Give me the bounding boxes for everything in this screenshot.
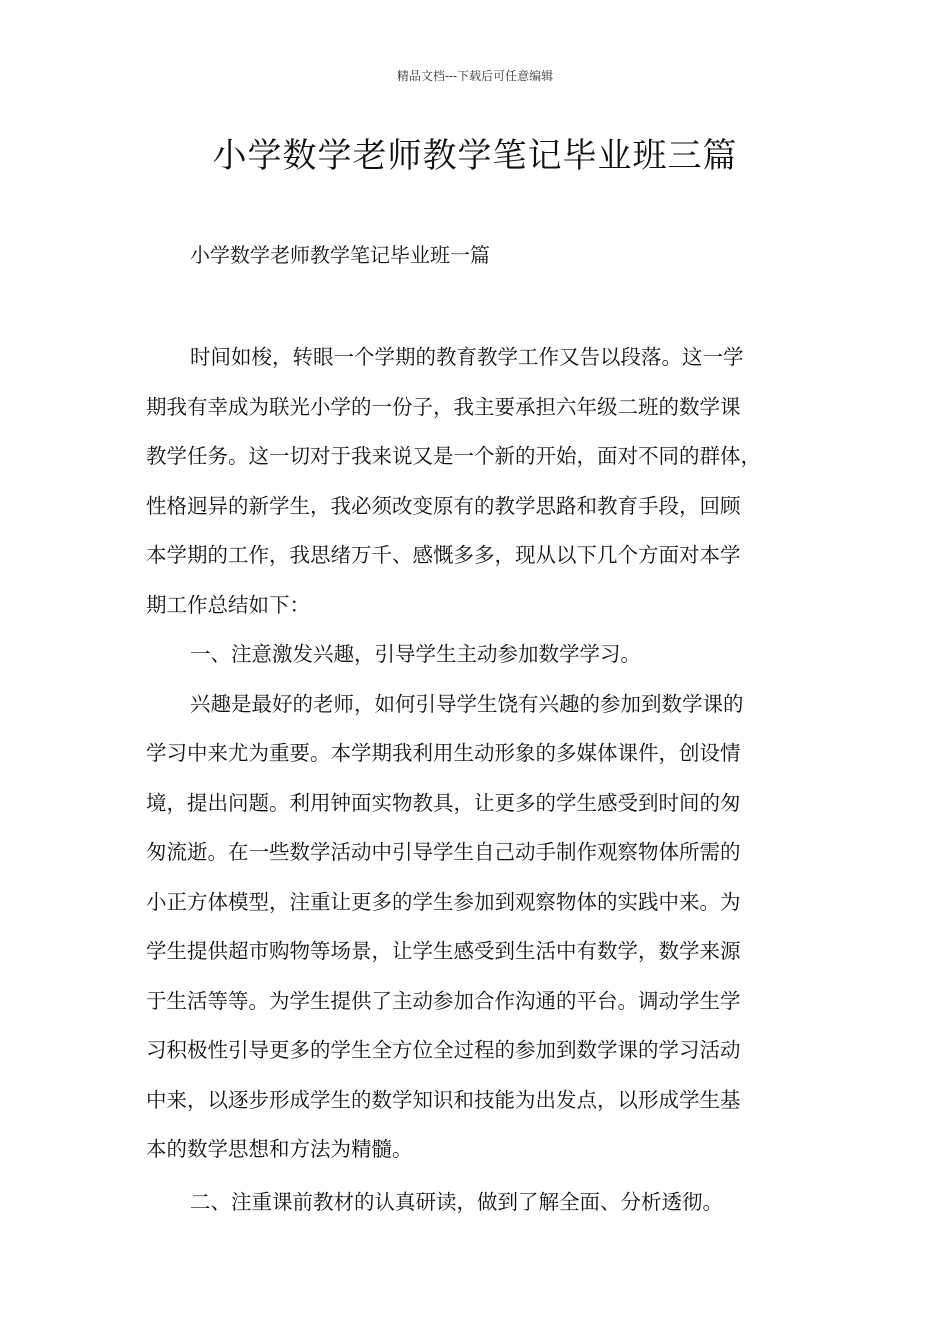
body-line: 学习中来尤为重要。本学期我利用生动形象的多媒体课件，创设情 [146, 741, 741, 765]
document-title: 小学数学老师教学笔记毕业班三篇 [212, 136, 738, 176]
section-heading: 二、注重课前教材的认真研读，做到了解全面、分析透彻。 [190, 1189, 723, 1214]
body-line: 性格迥异的新学生，我必须改变原有的教学思路和教育手段，回顾 [146, 493, 741, 518]
body-line: 小正方体模型，注重让更多的学生参加到观察物体的实践中来。为 [146, 889, 741, 914]
body-line: 习积极性引导更多的学生全方位全过程的参加到数学课的学习活动 [146, 1038, 741, 1062]
body-line: 期工作总结如下： [146, 592, 310, 617]
body-line: 匆流逝。在一些数学活动中引导学生自己动手制作观察物体所需的 [146, 840, 741, 864]
body-line: 于生活等等。为学生提供了主动参加合作沟通的平台。调动学生学 [146, 988, 741, 1013]
body-line: 境，提出问题。利用钟面实物教具，让更多的学生感受到时间的匆 [146, 790, 741, 815]
body-line: 兴趣是最好的老师，如何引导学生饶有兴趣的参加到数学课的 [190, 691, 744, 716]
body-line: 教学任务。这一切对于我来说又是一个新的开始，面对不同的群体， [146, 444, 761, 468]
document-body [146, 333, 808, 1227]
body-line: 中来，以逐步形成学生的数学知识和技能为出发点，以形成学生基 [146, 1087, 741, 1112]
body-line: 本学期的工作，我思绪万千、感慨多多，现从以下几个方面对本学 [146, 543, 741, 567]
section-subtitle: 小学数学老师教学笔记毕业班一篇 [190, 243, 490, 267]
header-note: 精品文档---下载后可任意编辑 [396, 69, 554, 83]
body-line: 时间如梭，转眼一个学期的教育教学工作又告以段落。这一学 [190, 345, 744, 369]
section-heading: 一、注意激发兴趣，引导学生主动参加数学学习。 [190, 642, 641, 666]
body-line: 期我有幸成为联光小学的一份子，我主要承担六年级二班的数学课 [146, 394, 741, 419]
body-line: 学生提供超市购物等场景，让学生感受到生活中有数学，数学来源 [146, 939, 741, 963]
body-line: 本的数学思想和方法为精髓。 [146, 1137, 413, 1161]
